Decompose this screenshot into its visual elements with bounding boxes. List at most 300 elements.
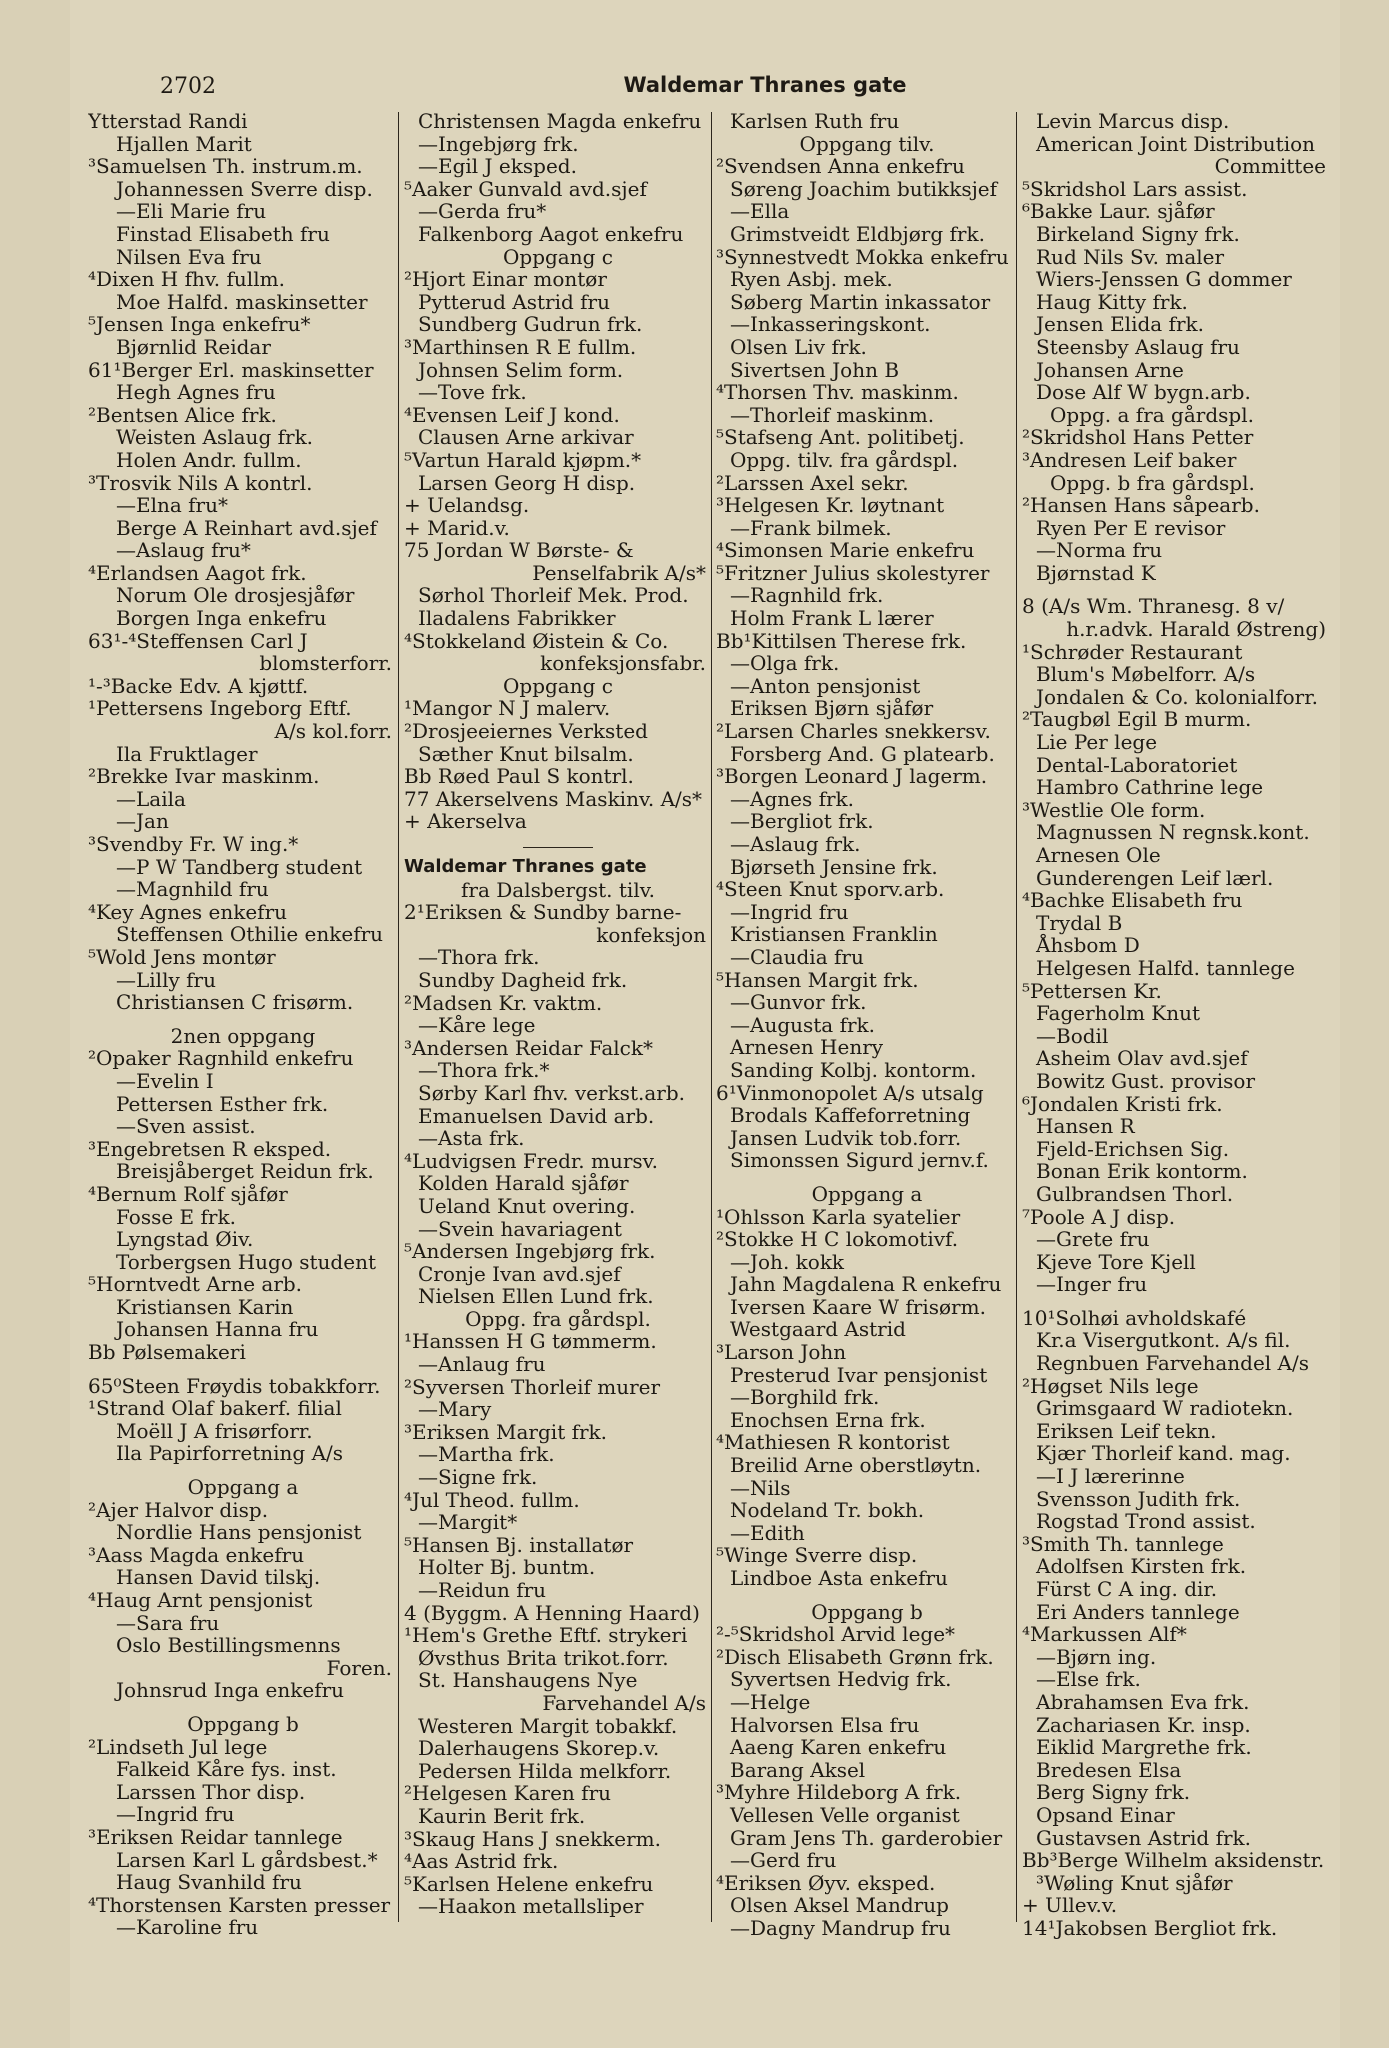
directory-entry: —Tove frk. [418, 380, 527, 405]
directory-entry: ⁴Dixen H fhv. fullm. [88, 267, 285, 292]
directory-entry: ³Skaug Hans J snekkerm. [404, 1826, 661, 1851]
directory-entry: ²Disch Elisabeth Grønn frk. [716, 1644, 994, 1669]
directory-entry: Eiklid Margrethe frk. [1036, 1735, 1252, 1760]
directory-entry: —Helge [730, 1689, 811, 1714]
directory-entry: ²Svendsen Anna enkefru [716, 154, 965, 179]
directory-entry: ³Wøling Knut sjåfør [1036, 1870, 1233, 1895]
directory-entry: Kaurin Berit frk. [418, 1803, 586, 1828]
directory-entry: Berg Signy frk. [1036, 1780, 1191, 1805]
directory-entry: Steensby Aslaug fru [1036, 334, 1240, 359]
directory-entry: Jondalen & Co. kolonialforr. [1036, 684, 1318, 709]
directory-entry: —Svein havariagent [418, 1216, 622, 1241]
directory-entry: Asheim Olav avd.sjef [1036, 1046, 1248, 1071]
directory-entry: ⁵Jensen Inga enkefru* [88, 312, 311, 337]
directory-entry: Clausen Arne arkivar [418, 425, 634, 450]
directory-entry: ⁴Steen Knut sporv.arb. [716, 877, 945, 902]
directory-entry: ⁵Aaker Gunvald avd.sjef [404, 176, 647, 201]
directory-entry: —Bodil [1036, 1023, 1109, 1048]
directory-entry: Kolden Harald sjåfør [418, 1171, 629, 1196]
directory-column-2 [404, 110, 712, 1918]
directory-entry: Foren. [326, 1655, 392, 1680]
directory-entry: konfeksjon [596, 922, 706, 947]
directory-entry: 8 (A/s Wm. Thranesg. 8 v/ [1022, 594, 1285, 619]
stairway-heading: Oppgang a [811, 1181, 923, 1206]
running-head: Waldemar Thranes gate [623, 73, 907, 97]
directory-entry: ³Smith Th. tannlege [1022, 1531, 1224, 1556]
directory-entry: Finstad Elisabeth fru [116, 221, 330, 246]
directory-entry: Iversen Kaare W frisørm. [730, 1294, 986, 1319]
directory-entry: Hansen R [1036, 1114, 1135, 1139]
directory-entry: Wiers-Jenssen G dommer [1036, 267, 1292, 292]
directory-entry: Sundberg Gudrun frk. [418, 312, 643, 337]
directory-entry: Lyngstad Øiv. [116, 1227, 254, 1252]
directory-entry: Breilid Arne oberstløytn. [730, 1453, 982, 1478]
directory-entry: Simonssen Sigurd jernv.f. [730, 1148, 989, 1173]
directory-entry: Presterud Ivar pensjonist [730, 1362, 988, 1387]
directory-entry: —Joh. kokk [730, 1249, 845, 1274]
directory-entry: ³Samuelsen Th. instrum.m. [88, 154, 363, 179]
directory-entry: Ueland Knut overing. [418, 1193, 636, 1218]
directory-entry: Magnussen N regnsk.kont. [1036, 820, 1310, 845]
directory-entry: ²Lindseth Jul lege [88, 1734, 268, 1759]
directory-entry: —Laila [116, 786, 186, 811]
directory-entry: Sørhol Thorleif Mek. Prod. [418, 583, 689, 608]
directory-entry: —Asta frk. [418, 1126, 525, 1151]
directory-entry: —Dagny Mandrup fru [730, 1915, 951, 1940]
directory-entry: —Ingebjørg frk. [418, 131, 579, 156]
directory-entry: Fürst C A ing. dir. [1036, 1577, 1218, 1601]
directory-entry: Arnesen Henry [730, 1035, 884, 1060]
directory-entry: —Anlaug fru [418, 1352, 546, 1377]
directory-entry: Eri Anders tannlege [1036, 1599, 1240, 1624]
directory-entry: ³Andresen Leif baker [1022, 447, 1237, 472]
directory-entry: ³Engebretsen R eksped. [88, 1136, 332, 1161]
directory-entry: American Joint Distribution [1036, 131, 1316, 156]
directory-entry: ⁴Thorstensen Karsten presser [88, 1892, 391, 1917]
directory-entry: Falkeid Kåre fys. inst. [116, 1757, 337, 1782]
directory-entry: ⁶Bakke Laur. sjåfør [1022, 199, 1215, 224]
directory-entry: —Olga frk. [730, 651, 840, 676]
directory-entry: —Eli Marie fru [116, 199, 267, 224]
directory-entry: Fjeld-Erichsen Sig. [1036, 1136, 1230, 1161]
directory-entry: ⁴Eriksen Øyv. eksped. [716, 1870, 936, 1895]
section-divider [523, 847, 593, 848]
directory-entry: —Frank bilmek. [730, 515, 892, 540]
directory-entry: Blum's Møbelforr. A/s [1036, 662, 1256, 687]
directory-entry: Ila Fruktlager [116, 741, 258, 766]
directory-entry: —Agnes frk. [730, 786, 855, 811]
directory-entry: ³Synnestvedt Mokka enkefru [716, 244, 1009, 269]
directory-entry: Weisten Aslaug frk. [116, 425, 314, 450]
directory-entry: Bowitz Gust. provisor [1036, 1068, 1256, 1093]
directory-entry: Arnesen Ole [1036, 843, 1161, 867]
directory-entry: Kr.a Visergutkont. A/s fil. [1036, 1328, 1291, 1353]
directory-entry: ¹-³Backe Edv. A kjøttf. [88, 673, 309, 698]
street-heading: Waldemar Thranes gate [404, 856, 647, 877]
directory-entry: Ryen Asbj. mek. [730, 267, 893, 292]
directory-entry: ⁵Fritzner Julius skolestyrer [716, 560, 990, 585]
directory-entry: Holen Andr. fullm. [116, 447, 302, 472]
directory-entry: Bjørnstad K [1036, 560, 1156, 585]
directory-entry: ³Aass Magda enkefru [88, 1542, 305, 1567]
directory-entry: —Lilly fru [116, 967, 216, 992]
directory-entry: Falkenborg Aagot enkefru [418, 221, 684, 246]
directory-entry: + Akerselva [404, 809, 527, 834]
directory-entry: Brodals Kaffeforretning [730, 1103, 971, 1128]
directory-entry: —Sara fru [116, 1610, 220, 1635]
directory-entry: Jansen Ludvik tob.forr. [730, 1125, 962, 1150]
directory-entry: —Egil J eksped. [418, 154, 577, 179]
directory-entry: ³Westlie Ole form. [1022, 797, 1206, 822]
directory-entry: ⁴Aas Astrid frk. [404, 1849, 559, 1874]
directory-entry: ⁶Jondalen Kristi frk. [1022, 1091, 1223, 1116]
directory-entry: blomsterforr. [259, 651, 392, 676]
directory-entry: Birkeland Signy frk. [1036, 221, 1240, 246]
directory-entry: —Ella [730, 199, 790, 224]
directory-entry: —Mary [418, 1397, 492, 1422]
directory-column-3 [716, 110, 1018, 1940]
directory-entry: Rud Nils Sv. maler [1036, 244, 1225, 269]
directory-entry: ¹Mangor N J malerv. [404, 696, 611, 721]
directory-entry: Olsen Aksel Mandrup [730, 1893, 949, 1918]
directory-entry: Aaeng Karen enkefru [730, 1735, 947, 1760]
directory-entry: Enochsen Erna frk. [730, 1407, 926, 1432]
directory-entry: Gunderengen Leif lærl. [1036, 865, 1274, 890]
directory-entry: 14¹Jakobsen Bergliot frk. [1022, 1915, 1278, 1940]
directory-entry: + Uelandsg. [404, 493, 530, 518]
directory-entry: ³Svendby Fr. W ing.* [88, 832, 299, 856]
directory-entry: ²Brekke Ivar maskinm. [88, 764, 320, 789]
directory-entry: Sæther Knut bilsalm. [418, 741, 634, 766]
directory-entry: Bb Røed Paul S kontrl. [404, 764, 634, 789]
directory-entry: Olsen Liv frk. [730, 334, 867, 359]
stairway-heading: Oppgang tilv. [799, 131, 935, 156]
directory-entry: —I J lærerinne [1036, 1464, 1185, 1489]
directory-entry: Kristiansen Franklin [730, 922, 938, 947]
directory-entry: —Anton pensjonist [730, 673, 921, 698]
directory-entry: —Evelin I [116, 1068, 214, 1093]
directory-entry: ⁴Simonsen Marie enkefru [716, 538, 975, 563]
directory-entry: ²Larssen Axel sekr. [716, 470, 909, 495]
directory-entry: ²Larsen Charles snekkersv. [716, 719, 991, 744]
directory-entry: Sivertsen John B [730, 357, 900, 382]
directory-entry: Jensen Elida frk. [1036, 312, 1204, 337]
directory-entry: 65⁰Steen Frøydis tobakkforr. [88, 1373, 381, 1398]
directory-entry: 61¹Berger Erl. maskinsetter [88, 357, 374, 382]
directory-entry: ⁵Vartun Harald kjøpm.* [404, 447, 642, 472]
directory-entry: Barang Aksel [730, 1757, 866, 1782]
directory-entry: Søreng Joachim butikksjef [730, 176, 998, 201]
directory-entry: Larssen Thor disp. [116, 1779, 306, 1804]
directory-entry: —Aslaug frk. [730, 832, 861, 856]
directory-entry: —Inkasseringskont. [730, 312, 931, 337]
directory-column-4 [1022, 110, 1332, 1940]
directory-entry: Levin Marcus disp. [1036, 110, 1230, 133]
directory-entry: —Claudia fru [730, 944, 864, 969]
directory-entry: Westeren Margit tobakkf. [418, 1713, 678, 1738]
directory-entry: Bb³Berge Wilhelm aksidenstr. [1022, 1848, 1325, 1873]
directory-entry: Fosse E frk. [116, 1204, 236, 1229]
directory-entry: ³Helgesen Kr. løytnant [716, 493, 945, 518]
directory-entry: Christiansen C frisørm. [116, 990, 354, 1015]
directory-entry: —Aslaug fru* [116, 538, 251, 563]
directory-entry: Moe Halfd. maskinsetter [116, 289, 368, 314]
column-divider [398, 112, 399, 1922]
directory-entry: Nodeland Tr. bokh. [730, 1498, 925, 1523]
directory-entry: —Ragnhild frk. [730, 583, 884, 608]
directory-entry: ²Skridshol Hans Petter [1022, 425, 1254, 450]
directory-entry: ⁴Thorsen Thv. maskinm. [716, 380, 959, 405]
directory-entry: Dalerhaugens Skorep.v. [418, 1736, 660, 1761]
directory-entry: Larsen Karl L gårdsbest.* [116, 1847, 378, 1872]
directory-entry: Bb Pølsemakeri [88, 1340, 246, 1365]
directory-entry: ⁴Jul Theod. fullm. [404, 1487, 580, 1512]
directory-entry: Iladalens Fabrikker [418, 606, 616, 631]
stairway-heading: Oppgang a [187, 1475, 299, 1500]
directory-entry: 77 Akerselvens Maskinv. A/s* [404, 786, 703, 811]
directory-entry: ⁵Winge Sverre disp. [716, 1543, 918, 1568]
directory-entry: 4 (Byggm. A Henning Haard) [404, 1600, 700, 1625]
directory-entry: Gustavsen Astrid frk. [1036, 1825, 1252, 1850]
directory-entry: ⁵Pettersen Kr. [1022, 978, 1162, 1003]
directory-entry: Pettersen Esther frk. [116, 1091, 329, 1116]
directory-entry: ⁴Key Agnes enkefru [88, 899, 288, 924]
stairway-heading: Oppgang b [187, 1711, 299, 1736]
directory-entry: —Margit* [418, 1510, 518, 1535]
directory-entry: ⁷Poole A J disp. [1022, 1204, 1176, 1229]
directory-entry: ⁵Hansen Bj. installatør [404, 1532, 634, 1557]
stairway-heading: fra Dalsbergst. tilv. [461, 877, 655, 902]
directory-entry: Norum Ole drosjesjåfør [116, 583, 355, 608]
directory-entry: Steffensen Othilie enkefru [116, 922, 384, 947]
directory-entry: —Else frk. [1036, 1667, 1141, 1692]
directory-entry: —Thora frk.* [418, 1058, 550, 1083]
directory-entry: Christensen Magda enkefru [418, 110, 702, 133]
directory-entry: Sundby Dagheid frk. [418, 967, 628, 992]
directory-entry: ²Madsen Kr. vaktm. [404, 990, 603, 1015]
directory-entry: Hambro Cathrine lege [1036, 775, 1264, 800]
directory-entry: Holter Bj. buntm. [418, 1555, 596, 1580]
directory-entry: Pedersen Hilda melkforr. [418, 1758, 672, 1783]
directory-entry: Halvorsen Elsa fru [730, 1712, 920, 1737]
directory-entry: ¹Hanssen H G tømmerm. [404, 1329, 657, 1354]
directory-entry: —Thorleif maskinm. [730, 402, 935, 427]
directory-entry: Åhsbom D [1036, 933, 1140, 958]
directory-entry: —Magnhild fru [116, 877, 269, 902]
stairway-heading: Oppg. fra gårdspl. [465, 1306, 651, 1331]
directory-entry: Gulbrandsen Thorl. [1036, 1181, 1234, 1206]
directory-entry: Gram Jens Th. garderobier [730, 1825, 1003, 1850]
directory-entry: —Edith [730, 1520, 805, 1545]
directory-entry: —Ingrid fru [730, 899, 849, 924]
directory-entry: —Ingrid fru [116, 1802, 235, 1827]
directory-entry: ⁴Markussen Alf* [1022, 1622, 1187, 1647]
directory-entry: ²Drosjeeiernes Verksted [404, 719, 648, 744]
directory-entry: + Marid.v. [404, 515, 510, 540]
directory-entry: ²Helgesen Karen fru [404, 1781, 612, 1806]
directory-entry: ³Andersen Reidar Falck* [404, 1035, 653, 1060]
directory-entry: ⁵Wold Jens montør [88, 944, 276, 969]
directory-entry: —Thora frk. [418, 945, 540, 970]
directory-entry: Bjørnlid Reidar [116, 334, 271, 359]
directory-entry: Hansen David tilskj. [116, 1565, 321, 1590]
section-gap [88, 1364, 398, 1375]
directory-entry: ²Ajer Halvor disp. [88, 1497, 269, 1522]
stairway-heading: Oppgang c [503, 673, 613, 698]
directory-entry: ¹Pettersens Ingeborg Eftf. [88, 696, 352, 721]
directory-entry: Kjeve Tore Kjell [1036, 1249, 1196, 1274]
directory-entry: ³Larson John [716, 1340, 847, 1365]
directory-entry: —Borghild frk. [730, 1385, 880, 1410]
directory-entry: ³Marthinsen R E fullm. [404, 334, 637, 359]
directory-entry: Bredesen Elsa [1036, 1757, 1182, 1782]
directory-entry: Cronje Ivan avd.sjef [418, 1261, 621, 1286]
directory-entry: —Martha frk. [418, 1442, 555, 1467]
directory-entry: Johnsrud Inga enkefru [116, 1678, 345, 1703]
directory-entry: ¹Schrøder Restaurant [1022, 639, 1243, 664]
directory-entry: 63¹-⁴Steffensen Carl J [88, 628, 308, 653]
directory-entry: Breisjåberget Reidun frk. [116, 1159, 374, 1184]
directory-entry: —Haakon metallsliper [418, 1894, 644, 1918]
directory-entry: ³Eriksen Reidar tannlege [88, 1824, 343, 1849]
directory-entry: ⁴Stokkeland Øistein & Co. [404, 628, 669, 653]
directory-entry: Søberg Martin inkassator [730, 289, 991, 314]
directory-entry: Moëll J A frisørforr. [116, 1418, 313, 1443]
directory-entry: Holm Frank L lærer [730, 606, 934, 631]
directory-entry: Oppg. a fra gårdspl. [1050, 402, 1254, 427]
directory-entry: ²Bentsen Alice frk. [88, 402, 277, 427]
directory-entry: Adolfsen Kirsten frk. [1036, 1554, 1247, 1579]
directory-entry: Oppg. b fra gårdspl. [1050, 470, 1255, 495]
directory-entry: Øvsthus Brita trikot.forr. [418, 1645, 669, 1670]
directory-entry: Kjær Thorleif kand. mag. [1036, 1441, 1291, 1466]
directory-entry: Oppg. tilv. fra gårdspl. [730, 447, 959, 472]
directory-entry: Berge A Reinhart avd.sjef [116, 515, 377, 540]
directory-entry: ¹Strand Olaf bakerf. filial [88, 1396, 342, 1421]
directory-entry: ¹Ohlsson Karla syatelier [716, 1204, 961, 1229]
directory-entry: ²Høgset Nils lege [1022, 1373, 1199, 1398]
directory-entry: Ila Papirforretning A/s [116, 1441, 344, 1466]
directory-entry: Haug Kitty frk. [1036, 289, 1188, 314]
directory-entry: 2¹Eriksen & Sundby barne- [404, 900, 682, 925]
directory-entry: Haug Svanhild fru [116, 1870, 302, 1895]
directory-entry: Bonan Erik kontorm. [1036, 1159, 1248, 1184]
directory-entry: —Bergliot frk. [730, 809, 874, 834]
directory-entry: ⁵Hansen Margit frk. [716, 967, 919, 992]
directory-entry: —Gerda fru* [418, 199, 547, 224]
directory-entry: Hegh Agnes fru [116, 380, 276, 405]
directory-entry: —Kåre lege [418, 1013, 536, 1038]
directory-entry: Sørby Karl fhv. verkst.arb. [418, 1080, 685, 1105]
directory-entry: ⁴Bernum Rolf sjåfør [88, 1181, 288, 1206]
directory-entry: Syvertsen Hedvig frk. [730, 1667, 952, 1692]
directory-entry: ⁵Skridshol Lars assist. [1022, 176, 1248, 201]
directory-entry: Nordlie Hans pensjonist [116, 1520, 362, 1545]
directory-entry: ⁵Horntvedt Arne arb. [88, 1272, 303, 1297]
directory-entry: Eriksen Bjørn sjåfør [730, 696, 934, 721]
directory-entry: Grimstveidt Eldbjørg frk. [730, 221, 985, 246]
directory-entry: —Sven assist. [116, 1114, 256, 1139]
directory-entry: Johansen Arne [1036, 357, 1184, 382]
directory-column-1 [88, 110, 398, 1939]
directory-entry: ²Syversen Thorleif murer [404, 1374, 661, 1399]
directory-entry: Regnbuen Farvehandel A/s [1036, 1351, 1309, 1376]
directory-entry: Larsen Georg H disp. [418, 470, 636, 495]
directory-entry: Emanuelsen David arb. [418, 1103, 655, 1128]
directory-entry: ²Taugbøl Egil B murm. [1022, 707, 1252, 732]
directory-entry: Kristiansen Karin [116, 1294, 294, 1319]
stairway-heading: 2nen oppgang [170, 1023, 316, 1048]
directory-entry: —Reidun fru [418, 1578, 547, 1602]
directory-entry: ²Hansen Hans såpearb. [1022, 493, 1260, 518]
directory-entry: ⁴Evensen Leif J kond. [404, 402, 620, 427]
directory-entry: Bjørseth Jensine frk. [730, 854, 938, 879]
directory-entry: Rogstad Trond assist. [1036, 1509, 1256, 1534]
directory-entry: ³Trosvik Nils A kontrl. [88, 470, 313, 495]
directory-entry: ⁴Haug Arnt pensjonist [88, 1588, 313, 1612]
directory-entry: —Nils [730, 1475, 791, 1500]
directory-entry: Farvehandel A/s [542, 1690, 706, 1715]
directory-entry: Fagerholm Knut [1036, 1001, 1201, 1026]
directory-entry: h.r.advk. Harald Østreng) [1066, 617, 1326, 642]
directory-entry: ⁴Erlandsen Aagot frk. [88, 560, 307, 585]
directory-entry: Jahn Magdalena R enkefru [730, 1272, 1002, 1297]
directory-entry: Torbergsen Hugo student [116, 1249, 376, 1274]
directory-entry: Nilsen Eva fru [116, 244, 262, 269]
directory-entry: —Gerd fru [730, 1848, 837, 1873]
directory-entry: Bb¹Kittilsen Therese frk. [716, 628, 967, 653]
directory-entry: ²-⁵Skridshol Arvid lege* [716, 1622, 956, 1647]
directory-entry: Johansen Hanna fru [116, 1317, 319, 1342]
directory-entry: 10¹Solhøi avholdskafé [1022, 1305, 1247, 1330]
directory-entry: Ytterstad Randi [88, 110, 248, 133]
directory-entry: Zachariasen Kr. insp. [1036, 1712, 1251, 1737]
directory-entry: —Karoline fru [116, 1915, 259, 1939]
directory-entry: konfeksjonsfabr. [540, 651, 706, 676]
directory-entry: Borgen Inga enkefru [116, 606, 327, 631]
directory-entry: —Gunvor frk. [730, 990, 867, 1015]
directory-entry: 75 Jordan W Børste- & [404, 538, 634, 563]
directory-entry: —P W Tandberg student [116, 854, 363, 879]
section-gap [716, 1590, 1018, 1601]
stairway-heading: Oppgang c [503, 244, 613, 269]
directory-entry: Dose Alf W bygn.arb. [1036, 380, 1251, 405]
directory-entry: Hjallen Marit [116, 131, 252, 156]
directory-entry: Lie Per lege [1036, 730, 1158, 755]
directory-entry: Trydal B [1036, 910, 1123, 935]
directory-entry: —Inger fru [1036, 1272, 1148, 1297]
directory-entry: Johnsen Selim form. [418, 357, 624, 382]
directory-entry: Eriksen Leif tekn. [1036, 1418, 1217, 1443]
directory-entry: St. Hanshaugens Nye [418, 1668, 638, 1693]
directory-entry: ⁴Bachke Elisabeth fru [1022, 888, 1243, 913]
directory-entry: + Ullev.v. [1022, 1893, 1118, 1918]
directory-entry: Grimsgaard W radiotekn. [1036, 1396, 1294, 1421]
stairway-heading: Oppgang b [811, 1599, 923, 1624]
directory-entry: Opsand Einar [1036, 1802, 1175, 1827]
directory-entry: Lindboe Asta enkefru [730, 1566, 948, 1590]
directory-entry: ⁴Mathiesen R kontorist [716, 1430, 950, 1455]
directory-entry: —Elna fru* [116, 493, 229, 518]
directory-entry: ²Hjort Einar montør [404, 267, 607, 292]
directory-entry: Johannessen Sverre disp. [116, 176, 373, 201]
directory-entry: ³Myhre Hildeborg A frk. [716, 1780, 962, 1805]
page-number: 2702 [160, 74, 216, 99]
directory-entry: Sanding Kolbj. kontorm. [730, 1057, 977, 1082]
directory-entry: Svensson Judith frk. [1036, 1486, 1241, 1511]
directory-entry: ⁵Karlsen Helene enkefru [404, 1871, 654, 1896]
directory-entry: ⁵Andersen Ingebjørg frk. [404, 1239, 656, 1264]
